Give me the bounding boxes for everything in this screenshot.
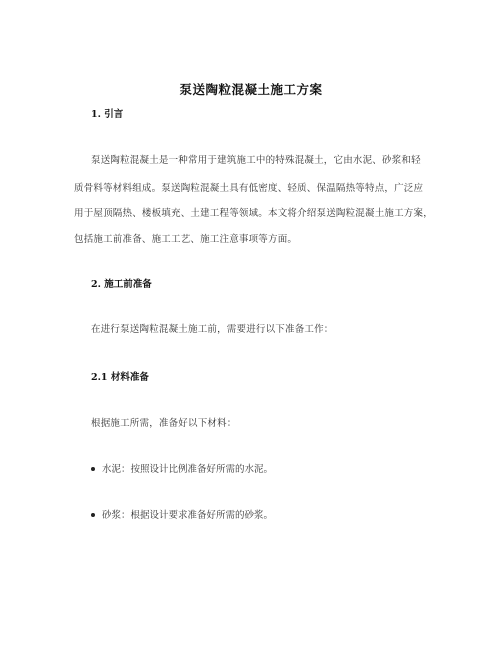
section-heading-prep: 2. 施工前准备: [91, 279, 152, 290]
materials-text: 根据施工所需，准备好以下材料：: [91, 418, 237, 429]
intro-line-2: 质骨料等材料组成。泵送陶粒混凝土具有低密度、轻质、保温隔热等特点，广泛应: [74, 183, 424, 194]
subsection-heading-materials: 2.1 材料准备: [91, 372, 149, 383]
list-item-text: 砂浆：根据设计要求准备好所需的砂浆。: [102, 510, 274, 521]
bullet-icon: [91, 513, 95, 517]
bullet-icon: [91, 467, 95, 471]
section-heading-intro: 1. 引言: [91, 109, 124, 120]
intro-line-3: 用于屋顶隔热、楼板填充、土建工程等领域。本文将介绍泵送陶粒混凝土施工方案，: [74, 208, 433, 219]
list-item-text: 水泥：按照设计比例准备好所需的水泥。: [102, 464, 274, 475]
list-item: [91, 461, 273, 475]
list-item: [91, 507, 273, 521]
prep-text: 在进行泵送陶粒混凝土施工前，需要进行以下准备工作：: [91, 324, 334, 335]
document-title: 泵送陶粒混凝土施工方案: [179, 82, 323, 97]
intro-line-1: 泵送陶粒混凝土是一种常用于建筑施工中的特殊混凝土，它由水泥、砂浆和轻: [91, 155, 421, 166]
intro-line-4: 包括施工前准备、施工工艺、施工注意事项等方面。: [74, 234, 298, 245]
